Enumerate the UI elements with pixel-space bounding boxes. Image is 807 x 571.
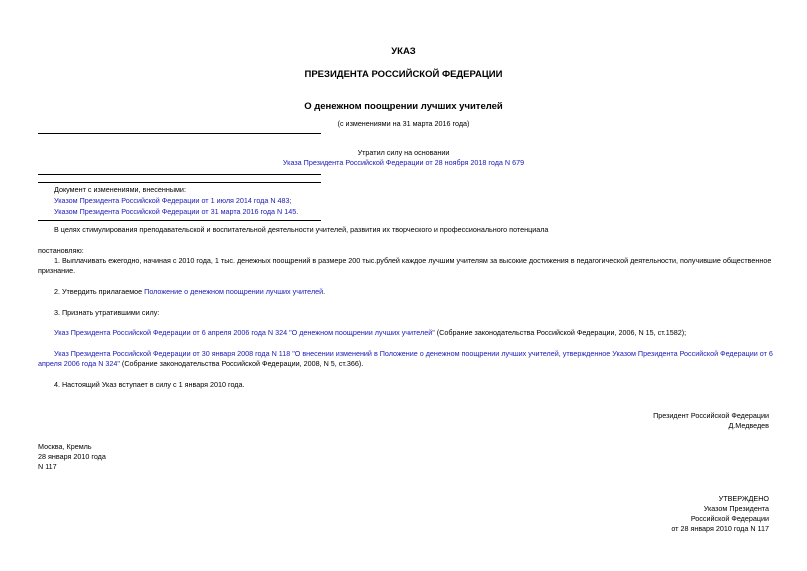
change-link-2014[interactable]: Указом Президента Российской Федерации от 1 июля 2014 года N 483; [54,196,292,205]
change-link-2016[interactable]: Указом Президента Российской Федерации от 31 марта 2016 года N 145. [54,207,299,216]
basis-decree-link[interactable]: Указа Президента Российской Федерации от 28 ноября 2018 года N 679 [282,158,525,167]
divider [38,182,321,183]
paragraph-1-line-2: признание. [38,266,76,275]
paragraph-1-line-1: 1. Выплачивать ежегодно, начиная с 2010 года, 1 тыс. денежных поощрений в размере 200 тыс.рублей каждое лучшим учителям за высокие достижения в педагогической деятельности, получившие общественное [54,256,772,265]
doc-issuer: ПРЕЗИДЕНТА РОССИЙСКОЙ ФЕДЕРАЦИИ [304,69,503,80]
repealed-decree-2006-link[interactable]: Указ Президента Российской Федерации от 6 апреля 2006 года N 324 "О денежном поощрении лучших учителей" [54,328,435,337]
paragraph-2-prefix: 2. Утвердить прилагаемое [54,287,145,296]
signatory-position: Президент Российской Федерации [653,411,769,420]
doc-subject: О денежном поощрении лучших учителей [304,101,503,112]
divider [38,133,321,134]
paragraph-3a-suffix: (Собрание законодательства Российской Федерации, 2006, N 15, ст.1582); [434,328,687,337]
paragraph-3a [54,328,686,338]
approval-line-4: от 28 января 2010 года N 117 [671,524,769,533]
paragraph-3b-suffix: (Собрание законодательства Российской Федерации, 2008, N 5, ст.366). [119,359,364,368]
signatory-name: Д.Медведев [728,421,769,430]
paragraph-2-suffix: . [323,287,326,296]
signing-place: Москва, Кремль [38,442,92,451]
signing-date: 28 января 2010 года [38,452,106,461]
decree-word: постановляю: [38,246,84,255]
approval-line-2: Указом Президента [703,504,769,513]
paragraph-2 [54,287,325,297]
approval-line-3: Российской Федерации [690,514,769,523]
doc-title: УКАЗ [391,46,416,57]
approval-line-1: УТВЕРЖДЕНО [718,494,769,503]
changes-intro: Документ с изменениями, внесенными: [54,185,186,194]
divider [38,220,321,221]
repealed-decree-2008-link[interactable]: Указ Президента Российской Федерации от 30 января 2008 года N 118 "О внесении изменений в Положение о денежном поощрении лучших учителей, утвержденное Указом Президента Российской Федерации от 6 [54,349,773,358]
decree-number: N 117 [38,462,57,471]
divider [38,174,321,175]
repealed-decree-2008-link-cont[interactable]: апреля 2006 года N 324" [38,359,120,368]
paragraph-4: 4. Настоящий Указ вступает в силу с 1 января 2010 года. [54,380,245,389]
regulation-link[interactable]: Положение о денежном поощрении лучших учителей [144,287,324,296]
preamble: В целях стимулирования преподавательской и воспитательной деятельности учителей, развития их творческого и профессионального потенциала [54,225,549,234]
paragraph-3b-line-2 [38,359,363,369]
paragraph-3: 3. Признать утратившими силу: [54,308,160,317]
amendments-note: (с изменениями на 31 марта 2016 года) [337,119,470,128]
lost-force-label: Утратил силу на основании [357,148,450,157]
